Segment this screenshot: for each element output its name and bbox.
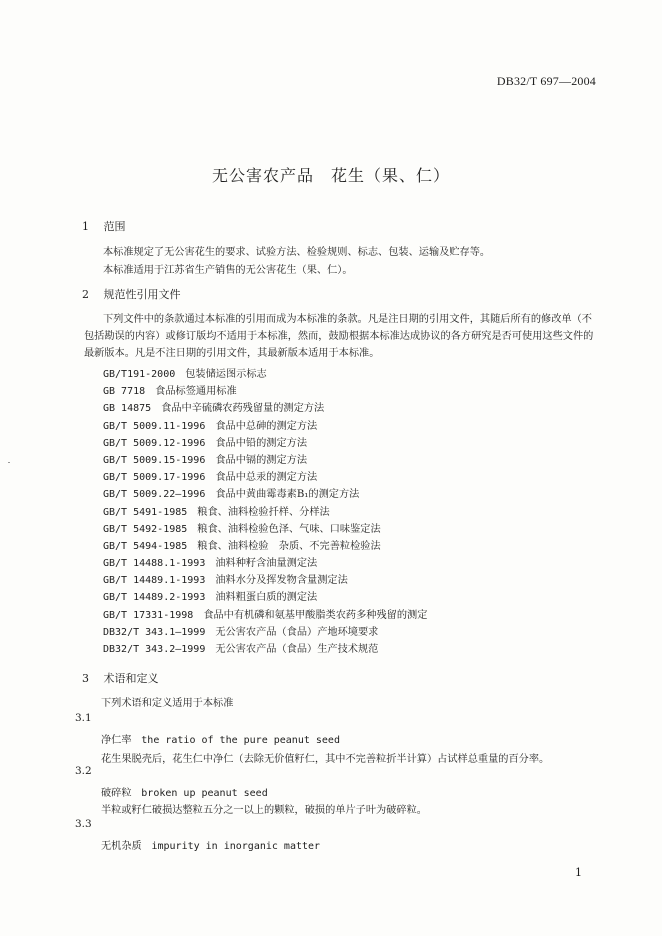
reference-item xyxy=(103,486,427,503)
document-id: DB32/T 697—2004 xyxy=(496,74,596,88)
reference-name: 油料水分及挥发物含量测定法 xyxy=(215,575,348,587)
reference-code: DB32/T 343.1—1999 xyxy=(103,626,206,638)
reference-code: GB 7718 xyxy=(103,386,146,398)
term-heading xyxy=(101,784,268,799)
reference-name: 油料种籽含油量测定法 xyxy=(215,558,318,570)
term-cn: 破碎粒 xyxy=(101,788,132,799)
term-number: 3.1 xyxy=(75,712,92,724)
document-title: 无公害农产品 花生（果、仁） xyxy=(211,166,450,185)
reference-item xyxy=(103,469,427,486)
reference-code: GB/T191-2000 xyxy=(103,369,176,380)
reference-code: GB/T 5494-1985 xyxy=(103,540,188,552)
reference-name: 食品中镉的测定方法 xyxy=(215,454,308,466)
paragraph: 本标准规定了无公害花生的要求、试验方法、检验规则、标志、包装、运输及贮存等。 xyxy=(103,247,491,258)
reference-code: GB/T 14489.2-1993 xyxy=(103,592,206,604)
term-en: broken up peanut seed xyxy=(141,788,268,799)
reference-item xyxy=(103,555,427,572)
reference-name: 食品中辛硫磷农药残留量的测定方法 xyxy=(161,403,325,415)
term-heading xyxy=(101,837,320,852)
reference-name: 包装储运图示标志 xyxy=(185,369,267,380)
reference-code: GB/T 17331-1998 xyxy=(103,609,194,621)
paragraph: 本标准适用于江苏省生产销售的无公害花生（果、仁）。 xyxy=(103,265,353,276)
reference-name: 无公害农产品（食品）生产技术规范 xyxy=(215,644,379,655)
reference-name: 无公害农产品（食品）产地环境要求 xyxy=(215,626,379,638)
reference-name: 食品中总汞的测定方法 xyxy=(215,472,318,484)
reference-code: GB/T 5009.11-1996 xyxy=(103,420,206,432)
reference-code: GB/T 5009.17-1996 xyxy=(103,472,206,484)
section-title: 术语和定义 xyxy=(103,672,159,685)
reference-name: 食品中总砷的测定方法 xyxy=(215,420,318,432)
reference-name: 粮食、油料检验扦样、分样法 xyxy=(197,506,330,518)
reference-item xyxy=(103,521,427,538)
reference-name: 食品标签通用标准 xyxy=(155,386,237,398)
reference-code: GB/T 5009.12-1996 xyxy=(103,437,206,449)
reference-name: 油料粗蛋白质的测定法 xyxy=(215,592,318,604)
reference-item xyxy=(103,435,427,452)
intro-text: 下列术语和定义适用于本标准 xyxy=(101,698,234,709)
term-number: 3.2 xyxy=(75,765,92,777)
section-1-heading xyxy=(82,218,126,234)
reference-item xyxy=(103,589,427,606)
reference-code: DB32/T 343.2—1999 xyxy=(103,644,206,655)
reference-name: 食品中有机磷和氨基甲酸脂类农药多种残留的测定 xyxy=(203,609,428,621)
reference-item xyxy=(103,624,427,641)
reference-code: GB/T 14489.1-1993 xyxy=(103,575,206,587)
reference-item xyxy=(103,452,427,469)
reference-code: GB/T 14488.1-1993 xyxy=(103,558,206,570)
paragraph: 下列文件中的条款通过本标准的引用而成为本标准的条款。凡是注日期的引用文件，其随后所有的修改单（不包括勘误的内容）或修订版均不适用于本标准，然而，鼓励根据本标准达成协议的各方研究是否可使用这些文件的最新版本。凡是不注日期的引用文件，其最新版本适用于本标准。 xyxy=(84,314,594,359)
reference-list xyxy=(103,366,427,658)
section-number: 1 xyxy=(82,220,89,233)
section-title: 规范性引用文件 xyxy=(103,288,181,301)
reference-name: 粮食、油料检验色泽、气味、口味鉴定法 xyxy=(197,523,381,535)
reference-code: GB/T 5009.22—1996 xyxy=(103,489,206,501)
reference-item xyxy=(103,538,427,555)
scan-speck xyxy=(8,462,10,463)
term-definition: 花生果脱壳后，花生仁中净仁（去除无价值籽仁，其中不完善粒折半计算）占试样总重量的百分率。 xyxy=(101,754,550,765)
reference-code: GB/T 5009.15-1996 xyxy=(103,454,206,466)
term-definition: 半粒或籽仁破损达整粒五分之一以上的颗粒，破损的单片子叶为破碎粒。 xyxy=(101,805,427,816)
section-title: 范围 xyxy=(103,220,126,233)
reference-name: 食品中黄曲霉毒素B₁的测定方法 xyxy=(215,489,360,501)
reference-item xyxy=(103,366,427,383)
section-3-heading xyxy=(82,670,159,686)
reference-item xyxy=(103,504,427,521)
section-2-heading xyxy=(82,286,181,302)
reference-name: 粮食、油料检验 杂质、不完善粒检验法 xyxy=(197,540,381,552)
reference-item xyxy=(103,641,427,658)
section-number: 3 xyxy=(82,672,89,685)
reference-code: GB 14875 xyxy=(103,403,152,415)
term-number: 3.3 xyxy=(75,818,92,830)
reference-item xyxy=(103,418,427,435)
term-cn: 净仁率 xyxy=(101,735,132,746)
term-heading xyxy=(101,731,340,746)
reference-item xyxy=(103,607,427,624)
page-number: 1 xyxy=(575,866,582,879)
section-number: 2 xyxy=(82,288,89,301)
reference-item xyxy=(103,400,427,417)
reference-code: GB/T 5492-1985 xyxy=(103,523,188,535)
reference-item xyxy=(103,383,427,400)
reference-item xyxy=(103,572,427,589)
term-en: impurity in inorganic matter xyxy=(151,841,321,852)
reference-name: 食品中铅的测定方法 xyxy=(215,437,308,449)
term-en: the ratio of the pure peanut seed xyxy=(141,735,340,746)
term-cn: 无机杂质 xyxy=(101,841,142,852)
reference-code: GB/T 5491-1985 xyxy=(103,506,188,518)
